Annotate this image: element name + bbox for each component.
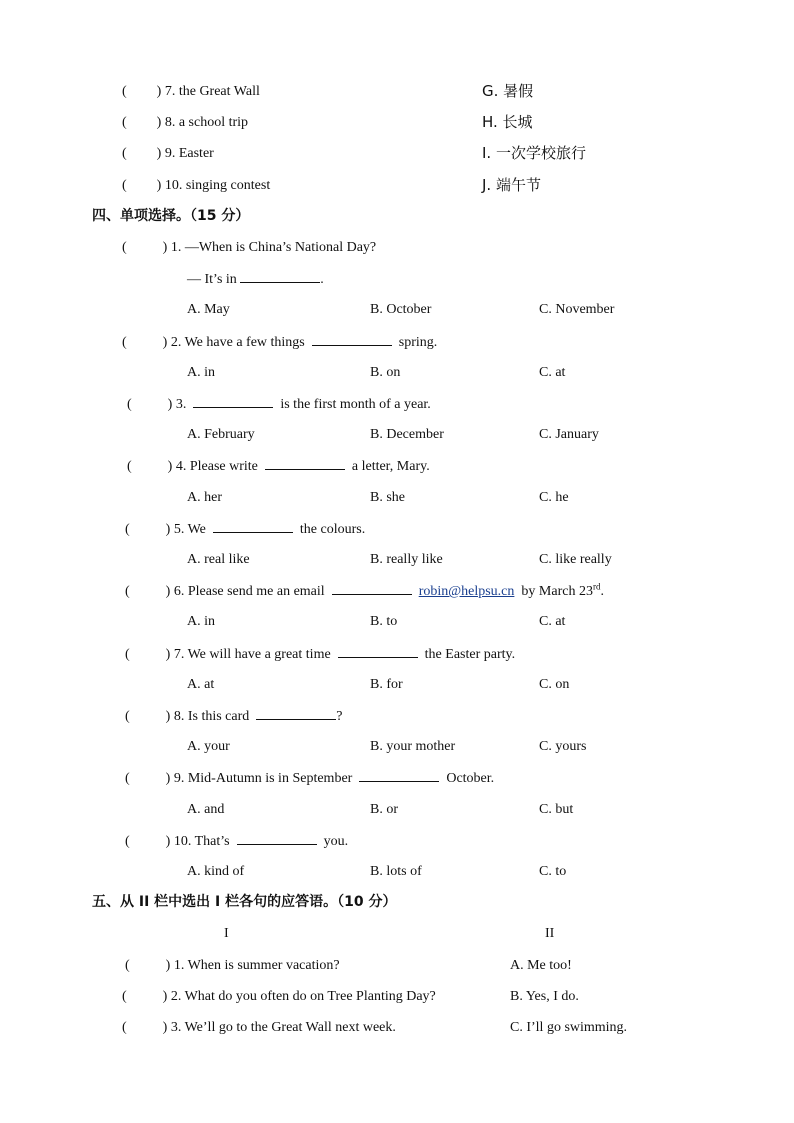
match-option-i: I. 一次学校旅行 xyxy=(482,144,586,162)
match-row-10 xyxy=(122,177,270,195)
q2-blank[interactable] xyxy=(312,333,392,346)
s5-row-2 xyxy=(122,988,436,1006)
q8-option-a: A. your xyxy=(187,739,230,754)
match-row-7 xyxy=(122,83,260,101)
q5-blank[interactable] xyxy=(213,520,293,533)
paren-open: ( xyxy=(122,989,127,1004)
q7-option-a: A. at xyxy=(187,677,215,692)
q8-stem xyxy=(125,707,342,726)
paren-open: ( xyxy=(122,115,127,130)
q7-text-pre: ) 7. We will have a great time xyxy=(165,647,331,662)
q9-text-pre: ) 9. Mid-Autumn is in September xyxy=(165,771,353,786)
s5-q3: ) 3. We’ll go to the Great Wall next week. xyxy=(162,1020,396,1035)
q3-blank[interactable] xyxy=(193,395,273,408)
q6-option-b: B. to xyxy=(370,614,398,629)
q2-text-pre: ) 2. We have a few things xyxy=(162,335,305,350)
s5-q2: ) 2. What do you often do on Tree Planting Day? xyxy=(162,989,436,1004)
q1-option-c: C. November xyxy=(539,302,615,317)
q10-text-post: you. xyxy=(323,834,349,849)
q3-text-post: is the first month of a year. xyxy=(280,397,431,412)
q1-blank[interactable] xyxy=(240,270,320,283)
match-row-9 xyxy=(122,145,214,163)
match-item-9: ) 9. Easter xyxy=(156,146,214,161)
q10-option-c: C. to xyxy=(539,864,567,879)
paren-open: ( xyxy=(122,178,127,193)
q1-text: ) 1. —When is China’s National Day? xyxy=(162,240,377,255)
q6-text-post: by March 23 xyxy=(521,584,593,599)
q5-option-b: B. really like xyxy=(370,552,443,567)
q9-option-b: B. or xyxy=(370,802,398,817)
match-option-g: G. 暑假 xyxy=(482,82,534,100)
q2-stem xyxy=(122,333,437,352)
q4-option-a: A. her xyxy=(187,490,222,505)
s5-q1: ) 1. When is summer vacation? xyxy=(165,958,340,973)
column-header-ii: II xyxy=(545,926,555,941)
paren-open: ( xyxy=(125,584,130,599)
q5-option-a: A. real like xyxy=(187,552,250,567)
s5-row-1 xyxy=(125,957,340,975)
q6-email-link[interactable]: robin@helpsu.cn xyxy=(418,584,515,599)
section5-heading: 五、从 II 栏中选出 I 栏各句的应答语。（10 分） xyxy=(92,894,397,910)
q9-text-post: October. xyxy=(446,771,495,786)
q10-blank[interactable] xyxy=(237,832,317,845)
s5-row-3 xyxy=(122,1019,396,1037)
q3-option-a: A. February xyxy=(187,427,255,442)
match-option-j: J. 端午节 xyxy=(482,176,541,194)
paren-open: ( xyxy=(125,522,130,537)
q8-text-post: ? xyxy=(336,709,343,724)
match-item-7: ) 7. the Great Wall xyxy=(156,84,260,99)
s5-answer-a: A. Me too! xyxy=(510,958,572,973)
q6-text-pre: ) 6. Please send me an email xyxy=(165,584,325,599)
match-row-8 xyxy=(122,114,248,132)
q7-blank[interactable] xyxy=(338,645,418,658)
paren-open: ( xyxy=(122,335,127,350)
q6-option-c: C. at xyxy=(539,614,566,629)
q10-option-b: B. lots of xyxy=(370,864,422,879)
q8-option-c: C. yours xyxy=(539,739,587,754)
paren-open: ( xyxy=(122,1020,127,1035)
q7-option-b: B. for xyxy=(370,677,403,692)
q5-stem xyxy=(125,520,365,539)
q8-text-pre: ) 8. Is this card xyxy=(165,709,250,724)
q6-blank[interactable] xyxy=(332,582,412,595)
paren-open: ( xyxy=(122,240,127,255)
paren-open: ( xyxy=(125,709,130,724)
q4-option-c: C. he xyxy=(539,490,569,505)
q4-stem xyxy=(127,457,430,476)
q3-option-b: B. December xyxy=(370,427,444,442)
q1-stem xyxy=(122,239,376,257)
q4-text-post: a letter, Mary. xyxy=(351,459,430,474)
q7-option-c: C. on xyxy=(539,677,570,692)
q2-text-post: spring. xyxy=(398,335,438,350)
match-item-8: ) 8. a school trip xyxy=(156,115,249,130)
paren-open: ( xyxy=(125,771,130,786)
q1-option-b: B. October xyxy=(370,302,432,317)
q10-option-a: A. kind of xyxy=(187,864,245,879)
q6-text-end: . xyxy=(600,584,604,599)
q10-stem xyxy=(125,832,348,851)
paren-open: ( xyxy=(122,146,127,161)
q6-option-a: A. in xyxy=(187,614,215,629)
q6-stem xyxy=(125,582,604,601)
section4-heading: 四、单项选择。（15 分） xyxy=(92,208,250,224)
q9-stem xyxy=(125,769,494,788)
q4-option-b: B. she xyxy=(370,490,405,505)
q9-blank[interactable] xyxy=(359,769,439,782)
q9-option-a: A. and xyxy=(187,802,225,817)
q5-text-pre: ) 5. We xyxy=(165,522,206,537)
q7-text-post: the Easter party. xyxy=(424,647,516,662)
q1-answer-prefix: — It’s in xyxy=(187,272,237,287)
s5-answer-b: B. Yes, I do. xyxy=(510,989,579,1004)
q6-superscript: rd xyxy=(592,581,601,592)
q2-option-c: C. at xyxy=(539,365,566,380)
match-option-h: H. 长城 xyxy=(482,113,533,131)
s5-answer-c: C. I’ll go swimming. xyxy=(510,1020,628,1035)
q4-text-pre: ) 4. Please write xyxy=(167,459,258,474)
q5-text-post: the colours. xyxy=(299,522,366,537)
paren-open: ( xyxy=(127,459,132,474)
match-item-10: ) 10. singing contest xyxy=(156,178,271,193)
q3-option-c: C. January xyxy=(539,427,599,442)
q3-text-pre: ) 3. xyxy=(167,397,187,412)
paren-open: ( xyxy=(125,834,130,849)
paren-open: ( xyxy=(125,647,130,662)
column-header-i: I xyxy=(224,926,229,941)
q9-option-c: C. but xyxy=(539,802,574,817)
q4-blank[interactable] xyxy=(265,457,345,470)
q8-option-b: B. your mother xyxy=(370,739,456,754)
q3-stem xyxy=(127,395,431,414)
paren-open: ( xyxy=(127,397,132,412)
q7-stem xyxy=(125,645,515,664)
q8-blank[interactable] xyxy=(256,707,336,720)
q2-option-a: A. in xyxy=(187,365,215,380)
q1-option-a: A. May xyxy=(187,302,230,317)
q2-option-b: B. on xyxy=(370,365,401,380)
q1-answer-suffix: . xyxy=(320,272,324,287)
paren-open: ( xyxy=(122,84,127,99)
q5-option-c: C. like really xyxy=(539,552,612,567)
paren-open: ( xyxy=(125,958,130,973)
q10-text-pre: ) 10. That’s xyxy=(165,834,230,849)
q1-answer-line xyxy=(187,270,324,289)
